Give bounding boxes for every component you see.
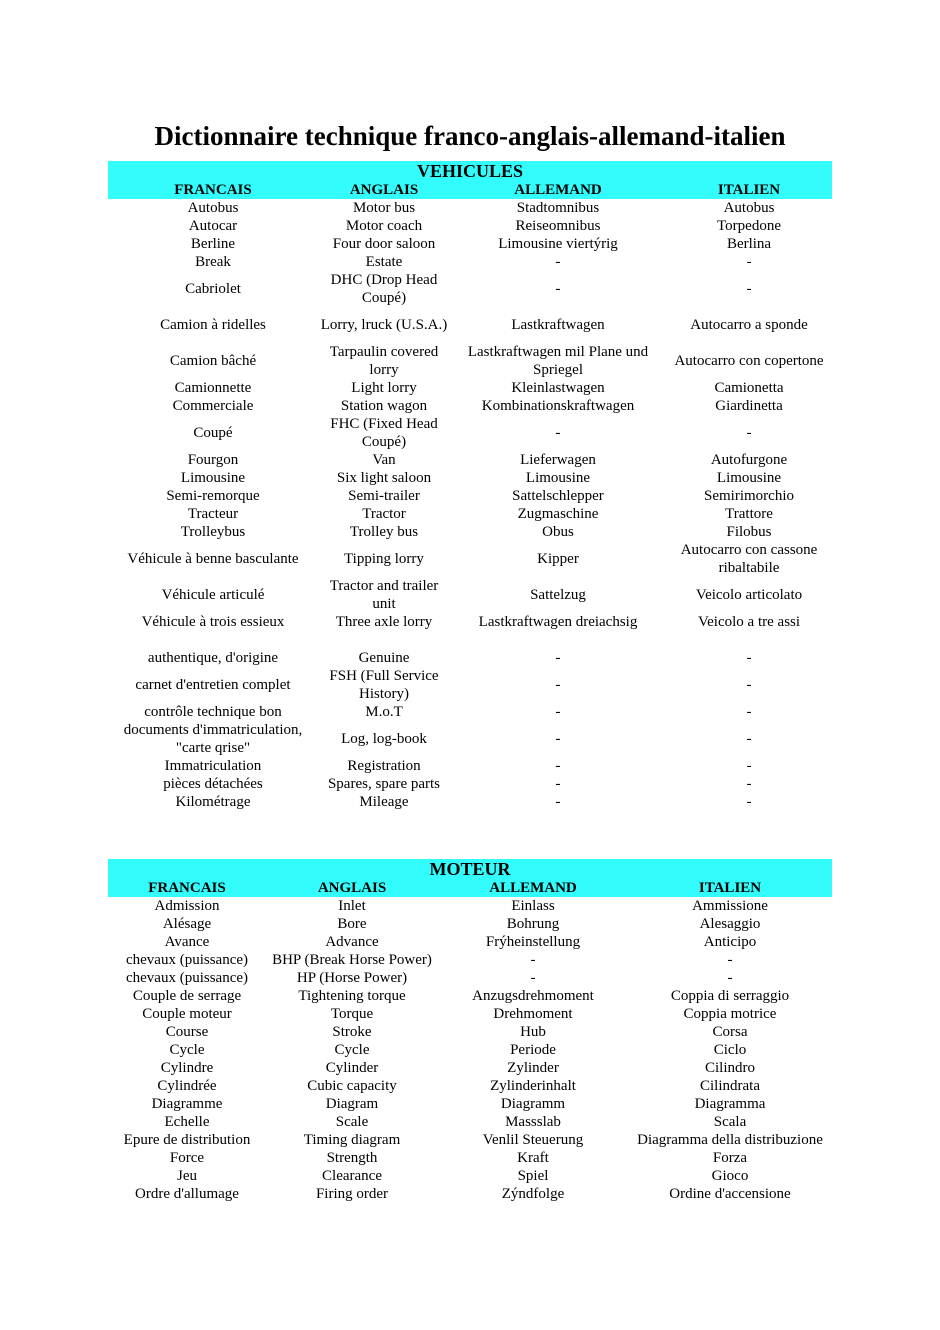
table-row <box>108 757 832 775</box>
column-header-italien: ITALIEN <box>666 181 832 199</box>
table-row <box>108 379 832 397</box>
table-row <box>108 933 832 951</box>
table-row <box>108 307 832 343</box>
cell-anglais: Cycle <box>334 1042 370 1058</box>
cell-francais: Véhicule articulé <box>161 587 265 603</box>
section-title: MOTEUR <box>108 859 832 879</box>
cell-anglais <box>318 631 450 649</box>
cell-francais: Cabriolet <box>185 281 241 297</box>
cell-anglais: Tractor <box>362 506 406 522</box>
cell-francais: Immatriculation <box>164 758 262 774</box>
cell-italien: Berlina <box>726 236 772 252</box>
column-header-anglais: ANGLAIS <box>318 181 450 199</box>
table-row <box>108 343 832 379</box>
cell-allemand: Zylinderinhalt <box>490 1078 576 1094</box>
cell-anglais: Motor coach <box>345 218 423 234</box>
cell-francais: carnet d'entretien complet <box>135 677 291 693</box>
cell-italien: Camionetta <box>714 380 784 396</box>
cell-allemand: Sattelschlepper <box>512 488 604 504</box>
cell-anglais: Van <box>372 452 396 468</box>
cell-allemand: Periode <box>510 1042 556 1058</box>
table-row <box>108 703 832 721</box>
column-header-francais: FRANCAIS <box>108 181 318 199</box>
cell-allemand: Kombinationskraftwagen <box>481 398 635 414</box>
cell-allemand: Limousine <box>525 470 591 486</box>
cell-italien: Anticipo <box>703 934 757 950</box>
cell-anglais: Semi-trailer <box>348 488 420 504</box>
cell-anglais: Timing diagram <box>303 1132 401 1148</box>
cell-allemand: Limousine viertýrig <box>498 236 618 252</box>
table-row <box>108 1131 832 1149</box>
cell-italien: - <box>727 952 733 968</box>
cell-italien: Autofurgone <box>710 452 788 468</box>
cell-anglais: Genuine <box>358 650 410 666</box>
cell-italien: - <box>746 677 752 693</box>
cell-italien: - <box>746 776 752 792</box>
cell-francais: Couple moteur <box>142 1006 232 1022</box>
cell-anglais: Stroke <box>332 1024 372 1040</box>
cell-anglais: FSH (Full Service History) <box>329 668 439 702</box>
cell-anglais: Registration <box>347 758 421 774</box>
cell-anglais: Station wagon <box>340 398 428 414</box>
cell-anglais: Scale <box>335 1114 369 1130</box>
cell-francais: Cylindre <box>160 1060 214 1076</box>
cell-italien: Trattore <box>725 506 773 522</box>
cell-allemand: Kleinlastwagen <box>511 380 605 396</box>
cell-allemand: Lastkraftwagen mil Plane und Spriegel <box>467 344 649 378</box>
table-row <box>108 1095 832 1113</box>
section-title: VEHICULES <box>108 161 832 181</box>
cell-francais: Camionnette <box>174 380 252 396</box>
cell-italien: Veicolo a tre assi <box>697 614 801 630</box>
cell-italien: Filobus <box>726 524 772 540</box>
cell-anglais: Trolley bus <box>349 524 419 540</box>
cell-italien: Cilindrata <box>700 1078 760 1094</box>
table-row <box>108 1113 832 1131</box>
table-row <box>108 199 832 217</box>
cell-italien: - <box>746 281 752 297</box>
cell-anglais: Advance <box>325 934 379 950</box>
column-header-row <box>108 879 832 897</box>
table-row <box>108 721 832 757</box>
cell-italien: Autobus <box>723 200 775 216</box>
cell-anglais: HP (Horse Power) <box>296 970 408 986</box>
cell-italien: Diagramma <box>694 1096 766 1112</box>
cell-anglais: Lorry, lruck (U.S.A.) <box>320 317 448 333</box>
table-row-empty <box>108 631 832 649</box>
cell-francais: Limousine <box>180 470 246 486</box>
table-row <box>108 951 832 969</box>
cell-allemand: - <box>555 254 561 270</box>
cell-francais: Berline <box>190 236 236 252</box>
cell-anglais: Four door saloon <box>332 236 436 252</box>
cell-anglais: Clearance <box>322 1168 382 1184</box>
cell-italien: - <box>746 758 752 774</box>
cell-italien: Diagramma della distribuzione <box>637 1132 823 1148</box>
cell-anglais: FHC (Fixed Head Coupé) <box>330 416 438 450</box>
cell-allemand: Reiseomnibus <box>515 218 601 234</box>
cell-francais: Force <box>169 1150 205 1166</box>
cell-francais: Admission <box>154 898 220 914</box>
page-title: Dictionnaire technique franco-anglais-allemand-italien <box>154 121 786 151</box>
cell-italien: Veicolo articolato <box>695 587 803 603</box>
cell-italien: Limousine <box>716 470 782 486</box>
vehicules-table <box>108 161 832 811</box>
cell-francais: Kilométrage <box>175 794 251 810</box>
table-row <box>108 1023 832 1041</box>
table-row <box>108 487 832 505</box>
table-row <box>108 793 832 811</box>
cell-francais: Coupé <box>193 425 233 441</box>
table-row <box>108 667 832 703</box>
cell-allemand: Zylinder <box>507 1060 559 1076</box>
cell-allemand: Hub <box>520 1024 546 1040</box>
cell-allemand: Massslab <box>505 1114 561 1130</box>
cell-francais: Autobus <box>187 200 239 216</box>
cell-allemand: - <box>555 650 561 666</box>
cell-allemand: Venlil Steuerung <box>482 1132 584 1148</box>
cell-francais: Commerciale <box>172 398 254 414</box>
table-row <box>108 469 832 487</box>
cell-allemand: Lieferwagen <box>520 452 596 468</box>
table-row <box>108 1059 832 1077</box>
cell-italien: Ordine d'accensione <box>669 1186 791 1202</box>
cell-italien: Ciclo <box>713 1042 747 1058</box>
table-row <box>108 775 832 793</box>
table-row <box>108 915 832 933</box>
cell-anglais: Spares, spare parts <box>327 776 441 792</box>
cell-francais: Trolleybus <box>180 524 246 540</box>
cell-allemand: Drehmoment <box>493 1006 573 1022</box>
table-row <box>108 969 832 987</box>
cell-francais: Ordre d'allumage <box>135 1186 239 1202</box>
cell-allemand: Obus <box>542 524 574 540</box>
cell-anglais: Tarpaulin covered lorry <box>329 344 439 378</box>
cell-francais: Epure de distribution <box>123 1132 251 1148</box>
cell-allemand: Frýheinstellung <box>485 934 581 950</box>
cell-anglais: Tractor and trailer unit <box>329 578 439 612</box>
cell-francais: chevaux (puissance) <box>125 952 249 968</box>
table-row <box>108 1185 832 1203</box>
section-header-row <box>108 859 832 879</box>
cell-italien: - <box>746 794 752 810</box>
column-header-allemand: ALLEMAND <box>450 181 666 199</box>
cell-allemand: - <box>555 794 561 810</box>
cell-italien: Cilindro <box>704 1060 755 1076</box>
section-header-row <box>108 161 832 181</box>
cell-francais: documents d'immatriculation, "carte qrise" <box>123 722 303 756</box>
cell-allemand: - <box>555 704 561 720</box>
cell-italien: Semirimorchio <box>704 488 795 504</box>
cell-francais: Autocar <box>188 218 238 234</box>
cell-francais: Fourgon <box>187 452 239 468</box>
column-header-francais: FRANCAIS <box>108 879 266 897</box>
cell-anglais: Log, log-book <box>341 731 427 747</box>
cell-francais: Cycle <box>169 1042 205 1058</box>
cell-italien: Alesaggio <box>699 916 761 932</box>
cell-anglais: Cubic capacity <box>307 1078 397 1094</box>
table-row <box>108 271 832 307</box>
cell-allemand: - <box>555 425 561 441</box>
cell-allemand: Lastkraftwagen <box>511 317 605 333</box>
table-row <box>108 897 832 915</box>
cell-allemand: - <box>530 970 536 986</box>
cell-francais: Semi-remorque <box>166 488 260 504</box>
cell-italien: Autocarro con copertone <box>674 353 824 369</box>
moteur-table <box>108 859 832 1203</box>
cell-allemand: Sattelzug <box>530 587 586 603</box>
cell-anglais: Tipping lorry <box>344 551 424 567</box>
table-row <box>108 397 832 415</box>
table-row <box>108 1041 832 1059</box>
cell-italien: - <box>727 970 733 986</box>
cell-italien: - <box>746 254 752 270</box>
cell-italien: Gioco <box>711 1168 749 1184</box>
table-row <box>108 1149 832 1167</box>
cell-anglais: Estate <box>365 254 403 270</box>
column-header-allemand: ALLEMAND <box>438 879 628 897</box>
cell-francais: Camion à ridelles <box>160 317 266 333</box>
cell-italien: Forza <box>712 1150 748 1166</box>
cell-francais: contrôle technique bon <box>144 704 282 720</box>
cell-italien: Coppia motrice <box>683 1006 777 1022</box>
table-row <box>108 1167 832 1185</box>
cell-italien: Ammissione <box>692 898 768 914</box>
table-row <box>108 217 832 235</box>
cell-allemand: Kipper <box>537 551 579 567</box>
cell-anglais: Strength <box>326 1150 378 1166</box>
cell-francais: Cylindrée <box>157 1078 217 1094</box>
cell-allemand: Bohrung <box>506 916 560 932</box>
cell-anglais: Inlet <box>338 898 366 914</box>
cell-allemand: - <box>555 281 561 297</box>
cell-allemand: Lastkraftwagen dreiachsig <box>478 614 638 630</box>
table-row <box>108 253 832 271</box>
cell-anglais: Bore <box>337 916 367 932</box>
cell-allemand: Zugmaschine <box>517 506 599 522</box>
table-row <box>108 451 832 469</box>
cell-italien: Scala <box>713 1114 747 1130</box>
cell-italien: - <box>746 425 752 441</box>
cell-anglais: BHP (Break Horse Power) <box>272 952 432 968</box>
cell-anglais: Firing order <box>315 1186 389 1202</box>
cell-francais: Camion bâché <box>169 353 257 369</box>
table-row <box>108 613 832 631</box>
cell-allemand: Spiel <box>517 1168 549 1184</box>
table-row <box>108 415 832 451</box>
cell-francais: pièces détachées <box>163 776 263 792</box>
cell-italien: - <box>746 704 752 720</box>
cell-francais: chevaux (puissance) <box>125 970 249 986</box>
cell-allemand: - <box>530 952 536 968</box>
table-row <box>108 1077 832 1095</box>
column-header-anglais: ANGLAIS <box>266 879 438 897</box>
cell-allemand: - <box>555 677 561 693</box>
cell-italien: - <box>746 650 752 666</box>
table-row <box>108 523 832 541</box>
cell-italien <box>666 631 832 649</box>
cell-anglais: Light lorry <box>351 380 417 396</box>
table-row <box>108 541 832 577</box>
cell-italien: Corsa <box>712 1024 748 1040</box>
cell-anglais: Tightening torque <box>298 988 406 1004</box>
table-row <box>108 505 832 523</box>
cell-francais: Course <box>165 1024 209 1040</box>
column-header-italien: ITALIEN <box>628 879 832 897</box>
table-row <box>108 577 832 613</box>
cell-francais: Diagramme <box>151 1096 223 1112</box>
cell-anglais: Six light saloon <box>336 470 432 486</box>
cell-anglais: Torque <box>330 1006 374 1022</box>
cell-francais: authentique, d'origine <box>147 650 279 666</box>
cell-francais: Jeu <box>177 1168 197 1184</box>
cell-anglais: Motor bus <box>352 200 416 216</box>
cell-francais: Véhicule à trois essieux <box>141 614 285 630</box>
cell-francais: Véhicule à benne basculante <box>127 551 299 567</box>
cell-anglais: M.o.T <box>365 704 403 720</box>
cell-allemand: Diagramm <box>500 1096 566 1112</box>
cell-allemand: Stadtomnibus <box>516 200 600 216</box>
cell-anglais: Three axle lorry <box>335 614 433 630</box>
cell-anglais: Mileage <box>359 794 409 810</box>
cell-francais: Alésage <box>162 916 212 932</box>
cell-allemand: - <box>555 758 561 774</box>
table-row <box>108 1005 832 1023</box>
cell-italien: Coppia di serraggio <box>670 988 790 1004</box>
cell-anglais: Cylinder <box>325 1060 379 1076</box>
cell-francais: Break <box>195 254 231 270</box>
cell-allemand: Zýndfolge <box>501 1186 565 1202</box>
cell-francais: Echelle <box>164 1114 210 1130</box>
cell-allemand: Einlass <box>511 898 555 914</box>
table-row <box>108 987 832 1005</box>
cell-italien: Autocarro con cassone ribaltabile <box>680 542 818 576</box>
cell-allemand: - <box>555 731 561 747</box>
cell-francais: Couple de serrage <box>132 988 242 1004</box>
column-header-row <box>108 181 832 199</box>
cell-allemand: Kraft <box>517 1150 549 1166</box>
cell-allemand: - <box>555 776 561 792</box>
table-row <box>108 649 832 667</box>
table-row <box>108 235 832 253</box>
cell-allemand: Anzugsdrehmoment <box>472 988 594 1004</box>
cell-italien: - <box>746 731 752 747</box>
cell-francais: Avance <box>164 934 210 950</box>
cell-francais: Tracteur <box>187 506 239 522</box>
cell-italien: Giardinetta <box>715 398 783 414</box>
cell-italien: Autocarro a sponde <box>690 317 808 333</box>
cell-anglais: DHC (Drop Head Coupé) <box>330 272 438 306</box>
cell-allemand <box>450 631 666 649</box>
cell-italien: Torpedone <box>717 218 781 234</box>
cell-francais <box>108 631 318 649</box>
cell-anglais: Diagram <box>325 1096 379 1112</box>
